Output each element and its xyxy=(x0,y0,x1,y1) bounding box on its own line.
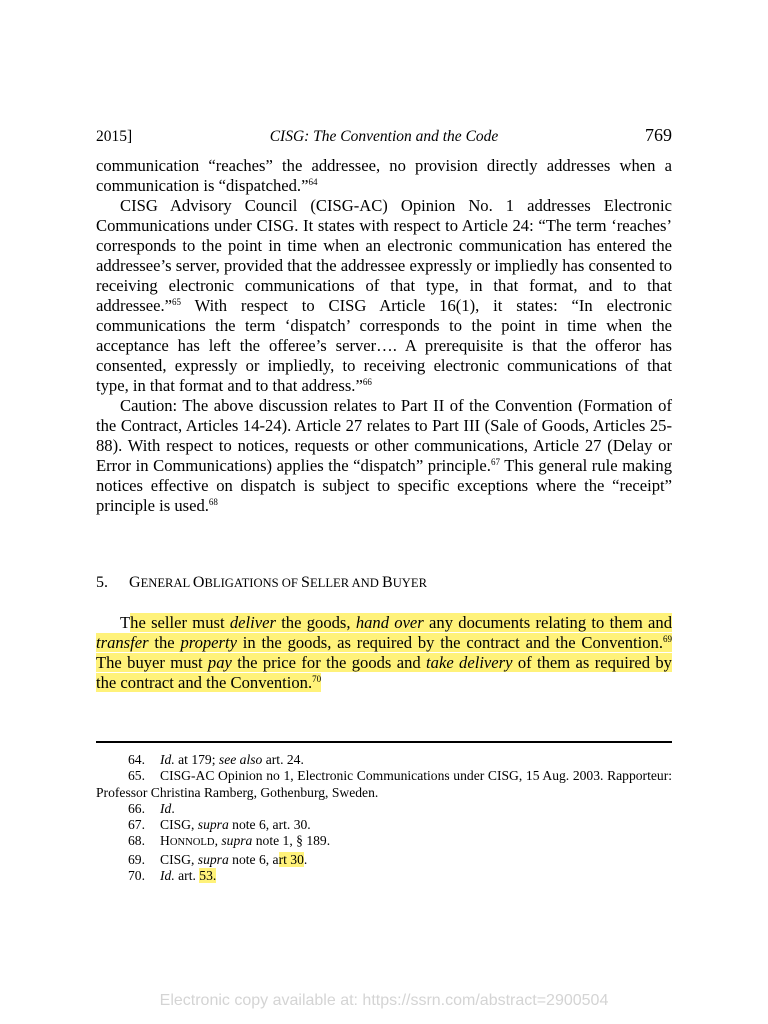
body-text xyxy=(96,156,672,516)
ssrn-watermark: Electronic copy available at: https://ssrn.com/abstract=2900504 xyxy=(159,992,609,1009)
footnote-64: 64. Id. at 179; see also art. 24. xyxy=(128,752,304,767)
section-number: 5. xyxy=(96,574,108,591)
footnote-68: 68. HONNOLD, supra note 1, § 189. xyxy=(128,833,331,849)
highlighted-text: 53. xyxy=(199,868,217,884)
footnote-divider xyxy=(96,741,672,743)
page-number: 769 xyxy=(645,125,672,145)
footnote-ref-66: 66 xyxy=(362,377,372,387)
running-header xyxy=(96,127,672,147)
footnote-70: 70. Id. art. 53. xyxy=(128,868,217,884)
footnote-ref-65: 65 xyxy=(172,297,182,307)
section-5-body xyxy=(96,613,672,693)
footnote-65: 65. CISG-AC Opinion no 1, Electronic Communications under CISG, 15 Aug. 2003. Rapporteur: Professor Christina Ramberg, Gothenburg, Sweden. xyxy=(96,768,672,800)
header-title: CISG: The Convention and the Code xyxy=(269,128,499,145)
footnote-ref-64: 64 xyxy=(308,177,318,187)
header-year: 2015] xyxy=(96,128,133,145)
section-heading: 5. GENERAL OBLIGATIONS OF SELLER AND BUYER xyxy=(96,574,427,591)
footnote-ref-70: 70 xyxy=(312,674,322,684)
paragraph-1: communication “reaches” the addressee, no provision directly addresses when a communication is “dispatched.”$^{64}$ xyxy=(96,156,672,195)
footnote-ref-69: 69 xyxy=(663,634,673,644)
document-page xyxy=(96,0,672,1024)
footnote-67: 67. CISG, supra note 6, art. 30. xyxy=(128,817,311,833)
paragraph-obligations: The seller must deliver the goods, hand over any documents relating to them and transfer the property in the goods, as required by the contract and the Convention.$^{69}$ The buyer must pay the price for the goods and take delivery of them as required by the contract and the Convention.$^{70}$ xyxy=(96,613,673,692)
highlighted-text: rt 30 xyxy=(278,851,304,867)
footnotes xyxy=(96,752,672,884)
footnote-ref-68: 68 xyxy=(208,497,218,507)
paragraph-3: Caution: The above discussion relates to Part II of the Convention (Formation of the Contract, Articles 14-24). Article 27 relates to Part III (Sale of Goods, Articles 25-88). With respect to notices, requests or other communications, Article 27 (Delay or Error in Communications) applies the “dispatch” principle.$^{67}$ This general rule making notices effective on dispatch is subject to specific exceptions where the “receipt” principle is used.$^{68}$ xyxy=(96,396,672,515)
highlighted-text: he seller must deliver the goods, hand over any documents relating to them and transfer the property in the goods, as required by the contract and the Convention.$^{69}$ The buyer must pay the price for the goods and take delivery of them as required by the contract and the Convention.$^{70}$ xyxy=(96,613,673,692)
footnote-69: 69. CISG, supra note 6, art 30. xyxy=(128,851,308,867)
paragraph-2: CISG Advisory Council (CISG-AC) Opinion No. 1 addresses Electronic Communications under CISG. It states with respect to Article 24: “The term ‘reaches’ corresponds to the point in time when an electronic communication has entered the addressee’s server, provided that the addressee expressly or impliedly has consented to receiving electronic communications of that type, in that format, and to that addressee.”$^{65}$ With respect to CISG Article 16(1), it states: “In electronic communications the term ‘dispatch’ corresponds to the point in time when the acceptance has left the offeree’s server…. A prerequisite is that the offeror has consented, expressly or impliedly, to receiving electronic communications of that type, in that format and to that address.”$^{66}$ xyxy=(96,196,672,395)
footnote-ref-67: 67 xyxy=(490,457,500,467)
footnote-66: 66. Id. xyxy=(128,800,175,816)
